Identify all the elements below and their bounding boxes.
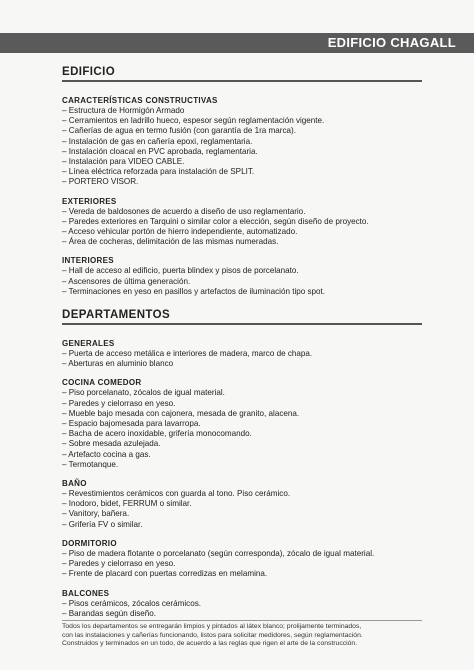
item-list	[62, 106, 422, 188]
page-title: EDIFICIO CHAGALL	[327, 35, 456, 50]
item-list	[62, 266, 422, 297]
list-item: – Puerta de acceso metálica e interiores de madera, marco de chapa.	[62, 349, 313, 359]
list-item: – Área de cocheras, delimitación de las mismas numeradas.	[62, 237, 279, 247]
list-item: – Piso de madera flotante o porcelanato (según corresponda), zócalo de igual material.	[62, 548, 375, 558]
item-list	[62, 489, 422, 530]
section-title-departamentos: DEPARTAMENTOS	[62, 309, 422, 325]
section-title-edificio: EDIFICIO	[62, 66, 422, 82]
list-item: – Ascensores de última generación.	[62, 276, 191, 286]
list-item: – Bacha de acero inoxidable, grifería monocomando.	[62, 429, 252, 439]
list-item: – Inodoro, bidet, FERRUM o similar.	[62, 499, 192, 509]
list-item: – Cerramientos en ladrillo hueco, espesor según reglamentación vigente.	[62, 116, 325, 126]
departamentos-groups	[62, 339, 422, 619]
subsection-heading: EXTERIORES	[62, 196, 117, 206]
list-item: – Paredes y cielorraso en yeso.	[62, 398, 176, 408]
item-list	[62, 349, 422, 369]
list-item: – PORTERO VISOR.	[62, 177, 139, 187]
list-item: – Acceso vehicular portón de hierro independiente, automatizado.	[62, 227, 298, 237]
list-item: – Cañerías de agua en termo fusión (con garantía de 1ra marca).	[62, 126, 296, 136]
list-item: – Espacio bajomesada para lavarropa.	[62, 419, 201, 429]
document-body	[62, 66, 422, 619]
subsection-heading: INTERIORES	[62, 256, 114, 266]
footer-line: Construidos y terminados en un todo, de acuerdo a las reglas que rigen el arte de la construcción.	[62, 640, 358, 648]
list-item: – Paredes y cielorraso en yeso.	[62, 559, 176, 569]
list-item: – Paredes exteriores en Tarquini o similar color a elección, según diseño de proyecto.	[62, 216, 369, 226]
list-item: – Grifería FV o similar.	[62, 519, 143, 529]
list-item: – Sobre mesada azulejada.	[62, 439, 161, 449]
subsection-heading: BAÑO	[62, 479, 87, 489]
list-item: – Mueble bajo mesada con cajonera, mesada de granito, alacena.	[62, 408, 300, 418]
list-item: – Aberturas en aluminio blanco	[62, 359, 174, 369]
list-item: – Frente de placard con puertas corredizas en melamina.	[62, 569, 268, 579]
list-item: – Artefacto cocina a gas.	[62, 449, 151, 459]
list-item: – Línea eléctrica reforzada para instalación de SPLIT.	[62, 167, 255, 177]
list-item: – Termotanque.	[62, 459, 119, 469]
list-item: – Estructura de Hormigón Armado	[62, 106, 185, 115]
list-item: – Instalación para VIDEO CABLE.	[62, 157, 185, 167]
footer-line: con las instalaciones y cañerías funcionando, listos para solicitar medidores, según reglamentación.	[62, 631, 363, 639]
list-item: – Vereda de baldosones de acuerdo a diseño de uso reglamentario.	[62, 206, 306, 216]
list-item: – Hall de acceso al edificio, puerta blindex y pisos de porcelanato.	[62, 266, 299, 276]
list-item: – Pisos cerámicos, zócalos cerámicos.	[62, 598, 201, 608]
list-item: – Terminaciones en yeso en pasillos y artefactos de iluminación tipo spot.	[62, 286, 326, 296]
subsection-heading: GENERALES	[62, 339, 115, 349]
footer-note	[62, 620, 422, 649]
item-list	[62, 549, 422, 580]
subsection-heading: CARACTERÍSTICAS CONSTRUCTIVAS	[62, 96, 218, 105]
subsection-heading: COCINA COMEDOR	[62, 378, 142, 388]
edificio-groups	[62, 96, 422, 297]
item-list	[62, 388, 422, 470]
subsection-heading: DORMITORIO	[62, 538, 117, 548]
footer-line: Todos los departamentos se entregarán limpios y pintados al látex blanco; prolijamente terminados,	[62, 623, 362, 630]
item-list	[62, 599, 422, 619]
list-item: – Vanitory, bañera.	[62, 509, 130, 519]
subsection-heading: BALCONES	[62, 588, 110, 598]
list-item: – Barandas según diseño.	[62, 608, 157, 618]
list-item: – Instalación cloacal en PVC aprobada, reglamentaria.	[62, 146, 258, 156]
list-item: – Revestimientos cerámicos con guarda al tono. Piso cerámico.	[62, 489, 291, 499]
list-item: – Instalación de gas en cañería epoxi, reglamentaria.	[62, 136, 253, 146]
item-list	[62, 207, 422, 248]
list-item: – Piso porcelanato, zócalos de igual material.	[62, 388, 225, 398]
